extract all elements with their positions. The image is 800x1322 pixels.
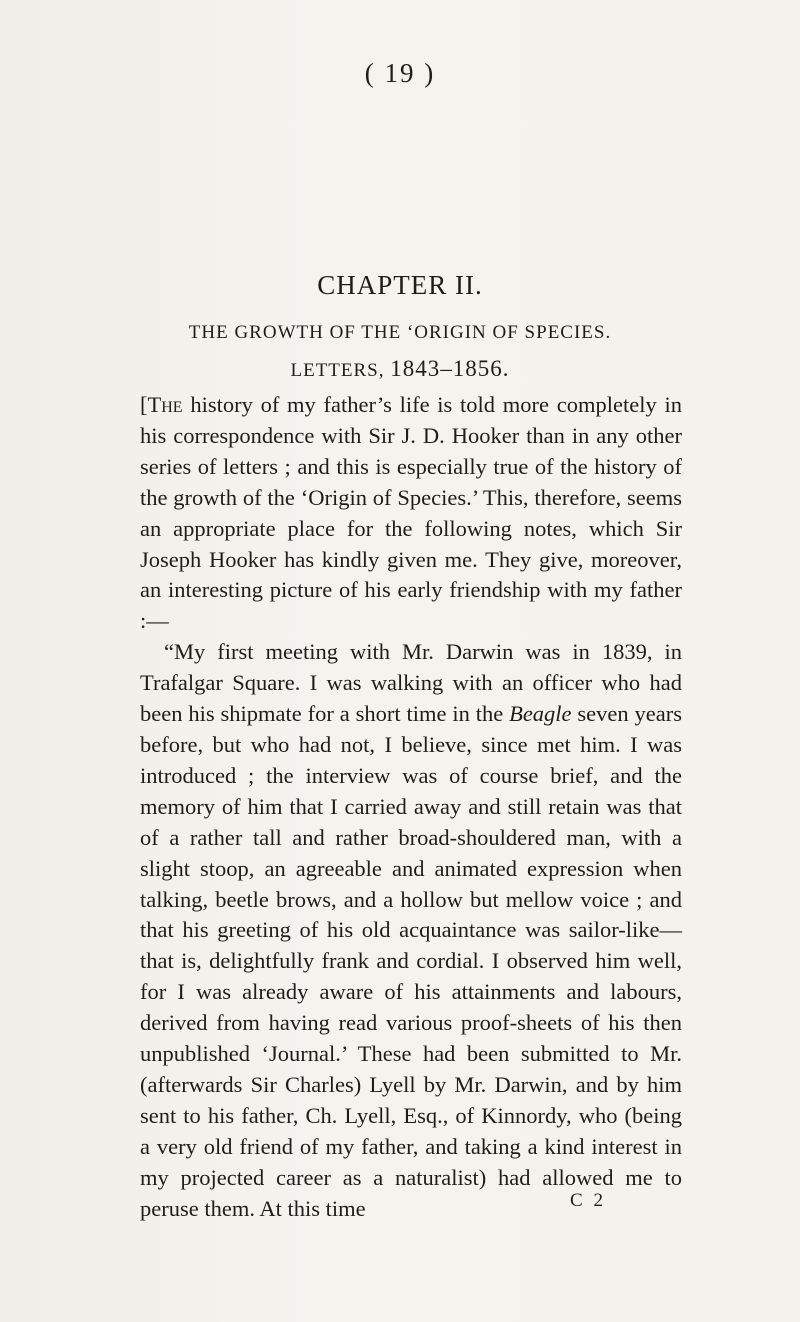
subtitle-years: 1843–1856.	[390, 356, 510, 381]
chapter-subtitle	[0, 315, 800, 389]
bracket: [	[140, 392, 148, 417]
paragraph-2-text-b: seven years before, but who had not, I believe, since met him. I was introduced ; the interview was of course brief, and the memory of him that I carried away and still retain was that of a rather tall and rather broad-shouldered man, with a slight stoop, an agreeable and animated expression when talking, beetle brows, and a hollow but mellow voice ; and that his greeting of his old acquaintance was sailor-like— that is, delightfully frank and cordial. I observed him well, for I was already aware of his attainments and labours, derived from having read various proof-sheets of his then unpublished ‘Journal.’ These had been submitted to Mr. (afterwards Sir Charles) Lyell by Mr. Darwin, and by him sent to his father, Ch. Lyell, Esq., of Kinnordy, who (being a very old friend of my father, and taking a kind interest in my projected career as a naturalist) had allowed me to peruse them. At this time	[140, 701, 683, 1221]
subtitle-letters: LETTERS,	[290, 360, 391, 381]
body-text	[140, 390, 682, 1224]
paragraph-2	[140, 637, 682, 1224]
signature-mark: C 2	[570, 1190, 606, 1211]
subtitle-line-2	[0, 351, 800, 389]
ship-name: Beagle	[509, 701, 572, 727]
lead-word: The	[147, 392, 183, 417]
paragraph-1-text: history of my father’s life is told more completely in his correspondence with Sir J. D. Hooker than in any other series of letters ; and this is especially true of the history of the growth of the ‘Origin of Species.’ This, therefore, seems an appropriate place for the following notes, which Sir Joseph Hooker has kindly given me. They give, moreover, an interesting picture of his early friendship with my father :—	[140, 392, 682, 634]
subtitle-line-1: THE GROWTH OF THE ‘ORIGIN OF SPECIES.	[188, 322, 612, 343]
paragraph-2-text-a: “My first meeting with Mr. Darwin was in 1839, in Trafalgar Square. I was walking with an officer who had been his shipmate for a short time in the	[140, 639, 682, 727]
page-number: ( 19 )	[364, 58, 436, 88]
paragraph-1	[140, 390, 682, 637]
chapter-title: CHAPTER II.	[317, 270, 483, 300]
